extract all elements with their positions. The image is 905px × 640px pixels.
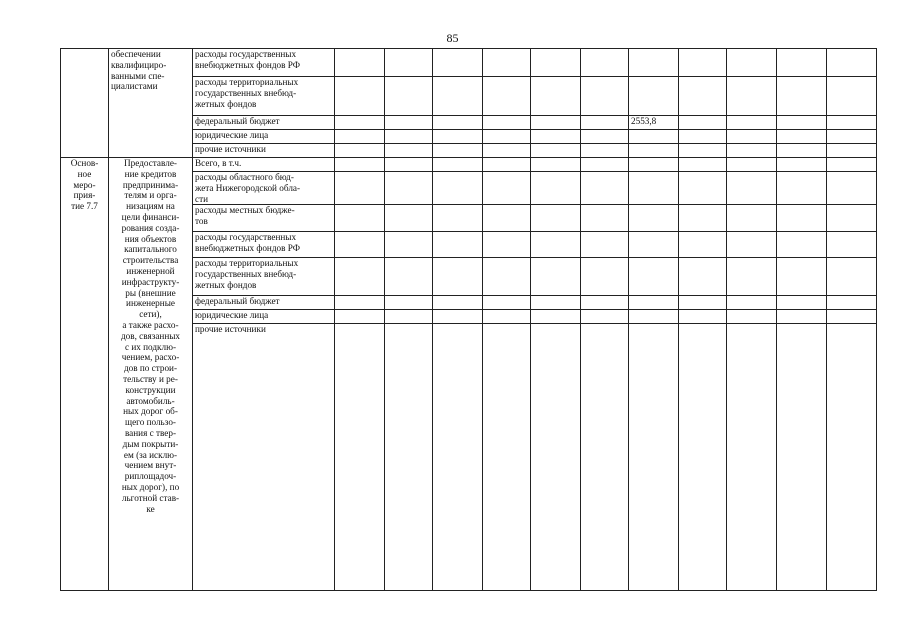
value-cell: [531, 324, 581, 591]
value-cell: [679, 205, 727, 232]
value-cell: [629, 172, 679, 205]
value-cell: [385, 324, 433, 591]
value-cell: [531, 77, 581, 116]
value-cell: [433, 144, 483, 158]
value-cell: [433, 232, 483, 258]
funding-source-cell: расходы территориальных государственных внебюд- жетных фондов: [193, 258, 335, 296]
funding-source-cell: Всего, в т.ч.: [193, 158, 335, 172]
value-cell: [385, 296, 433, 310]
budget-table: [60, 48, 877, 591]
value-cell: [629, 258, 679, 296]
event-label-cell: Основ- ное меро- прия- тие 7.7: [61, 158, 109, 591]
value-cell: [335, 324, 385, 591]
value-cell: [335, 130, 385, 144]
value-cell: [777, 296, 827, 310]
value-cell: [827, 232, 877, 258]
value-cell: [581, 324, 629, 591]
value-cell: [827, 258, 877, 296]
value-cell: [727, 77, 777, 116]
value-cell: [727, 205, 777, 232]
value-cell: [727, 310, 777, 324]
value-cell: [777, 258, 827, 296]
value-cell: [827, 296, 877, 310]
value-cell: [629, 324, 679, 591]
value-cell: [727, 172, 777, 205]
value-cell: [827, 310, 877, 324]
description-cell: Предоставле- ние кредитов предпринима- телям и орга- низациям на цели финанси- рования созда- ния объектов капитального строительства инженерной инфраструкту- ры (внешние инженерные сети), а также расхо- дов, связанных с их подклю- чением, расхо- дов по строи- тельству и ре- конструкции автомобиль- ных дорог об- щего пользо- вания с твер- дым покрыти- ем (за исклю- чением внут- риплощадоч- ных дорог), по льготной став- ке: [109, 158, 193, 591]
value-cell: [385, 130, 433, 144]
value-cell: [433, 77, 483, 116]
value-cell: [531, 205, 581, 232]
value-cell: [777, 144, 827, 158]
value-cell: [679, 296, 727, 310]
value-cell: [581, 258, 629, 296]
event-cell-top: [61, 49, 109, 158]
value-cell: [777, 232, 827, 258]
value-cell: [581, 77, 629, 116]
value-cell: [679, 77, 727, 116]
value-cell: [483, 310, 531, 324]
funding-source-cell: прочие источники: [193, 324, 335, 591]
value-cell: [777, 324, 827, 591]
value-cell: [827, 77, 877, 116]
value-cell: [335, 158, 385, 172]
value-cell: [483, 232, 531, 258]
value-cell: [433, 116, 483, 130]
value-cell: [581, 49, 629, 77]
value-cell: [827, 205, 877, 232]
value-cell: [777, 130, 827, 144]
value-cell: [727, 158, 777, 172]
value-cell: [629, 310, 679, 324]
value-cell: [385, 258, 433, 296]
value-cell: [483, 172, 531, 205]
value-cell: [335, 205, 385, 232]
value-cell: [629, 232, 679, 258]
value-cell: [385, 49, 433, 77]
value-cell: [629, 205, 679, 232]
value-cell: [335, 296, 385, 310]
value-cell: [531, 296, 581, 310]
value-cell: [679, 49, 727, 77]
value-cell: [483, 116, 531, 130]
value-cell: [629, 296, 679, 310]
value-cell: [727, 258, 777, 296]
value-cell: [433, 296, 483, 310]
value-cell: [483, 296, 531, 310]
value-cell: [335, 232, 385, 258]
value-cell: [679, 172, 727, 205]
value-cell: [727, 49, 777, 77]
value-cell: [679, 144, 727, 158]
value-cell: [335, 258, 385, 296]
value-cell: [581, 116, 629, 130]
value-cell: [483, 77, 531, 116]
value-cell: [679, 258, 727, 296]
page-number: 85: [446, 31, 459, 45]
value-cell: [629, 130, 679, 144]
value-cell: [581, 232, 629, 258]
funding-source-cell: федеральный бюджет: [193, 116, 335, 130]
value-cell: [827, 324, 877, 591]
value-cell: [777, 49, 827, 77]
value-cell: [727, 296, 777, 310]
value-cell: [483, 158, 531, 172]
value-cell: [777, 310, 827, 324]
value-cell: [433, 205, 483, 232]
value-cell: [335, 144, 385, 158]
value-cell: [433, 130, 483, 144]
value-cell: [827, 158, 877, 172]
value-cell: [433, 172, 483, 205]
value-cell: [777, 158, 827, 172]
value-cell: [827, 172, 877, 205]
value-cell: [777, 205, 827, 232]
value-cell: [531, 116, 581, 130]
value-cell: [483, 144, 531, 158]
value-cell: [827, 116, 877, 130]
value-cell: [679, 116, 727, 130]
value-cell: [385, 158, 433, 172]
value-cell: [385, 144, 433, 158]
funding-source-cell: юридические лица: [193, 130, 335, 144]
value-cell: [581, 158, 629, 172]
value-cell: [679, 158, 727, 172]
value-cell: [727, 144, 777, 158]
value-cell: [581, 130, 629, 144]
value-cell: [385, 310, 433, 324]
value-cell: [727, 324, 777, 591]
value-cell: [335, 172, 385, 205]
value-cell: [581, 144, 629, 158]
value-cell: [483, 324, 531, 591]
value-cell: [433, 49, 483, 77]
value-cell: [679, 310, 727, 324]
value-cell: [483, 205, 531, 232]
funding-source-cell: расходы государственных внебюджетных фондов РФ: [193, 232, 335, 258]
table-row: [61, 49, 877, 77]
value-cell: [629, 77, 679, 116]
value-cell: [385, 172, 433, 205]
value-cell: [335, 310, 385, 324]
value-cell: [531, 172, 581, 205]
value-cell: [335, 77, 385, 116]
funding-source-cell: федеральный бюджет: [193, 296, 335, 310]
value-cell: [531, 258, 581, 296]
value-cell: [335, 116, 385, 130]
funding-source-cell: расходы областного бюд- жета Нижегородской обла- сти: [193, 172, 335, 205]
value-cell: [385, 77, 433, 116]
funding-source-cell: прочие источники: [193, 144, 335, 158]
value-cell: [629, 144, 679, 158]
value-cell: [385, 232, 433, 258]
value-cell: [433, 310, 483, 324]
value-cell: [433, 258, 483, 296]
value-cell: [385, 205, 433, 232]
description-cell-top: обеспечении квалифициро- ванными спе- циалистами: [109, 49, 193, 158]
value-cell: [777, 77, 827, 116]
funding-source-cell: юридические лица: [193, 310, 335, 324]
value-cell: [483, 49, 531, 77]
value-cell: [335, 49, 385, 77]
value-cell: [679, 324, 727, 591]
value-cell: [827, 130, 877, 144]
value-cell: [531, 310, 581, 324]
value-cell: [777, 116, 827, 130]
value-cell: [531, 144, 581, 158]
value-cell: [531, 130, 581, 144]
value-cell: [629, 49, 679, 77]
value-cell: [777, 172, 827, 205]
value-cell: [827, 144, 877, 158]
value-cell: [679, 130, 727, 144]
funding-source-cell: расходы территориальных государственных внебюд- жетных фондов: [193, 77, 335, 116]
funding-source-cell: расходы местных бюдже- тов: [193, 205, 335, 232]
value-cell: [679, 232, 727, 258]
value-cell: [385, 116, 433, 130]
value-cell: 2553,8: [629, 116, 679, 130]
funding-source-cell: расходы государственных внебюджетных фондов РФ: [193, 49, 335, 77]
value-cell: [531, 49, 581, 77]
value-cell: [581, 205, 629, 232]
value-cell: [433, 158, 483, 172]
value-cell: [531, 158, 581, 172]
value-cell: [581, 310, 629, 324]
value-cell: [483, 258, 531, 296]
value-cell: [581, 172, 629, 205]
value-cell: [531, 232, 581, 258]
value-cell: [727, 130, 777, 144]
value-cell: [629, 158, 679, 172]
value-cell: [727, 232, 777, 258]
value-cell: [483, 130, 531, 144]
value-cell: [433, 324, 483, 591]
table-row: [61, 158, 877, 172]
value-cell: [827, 49, 877, 77]
value-cell: [581, 296, 629, 310]
value-cell: [727, 116, 777, 130]
